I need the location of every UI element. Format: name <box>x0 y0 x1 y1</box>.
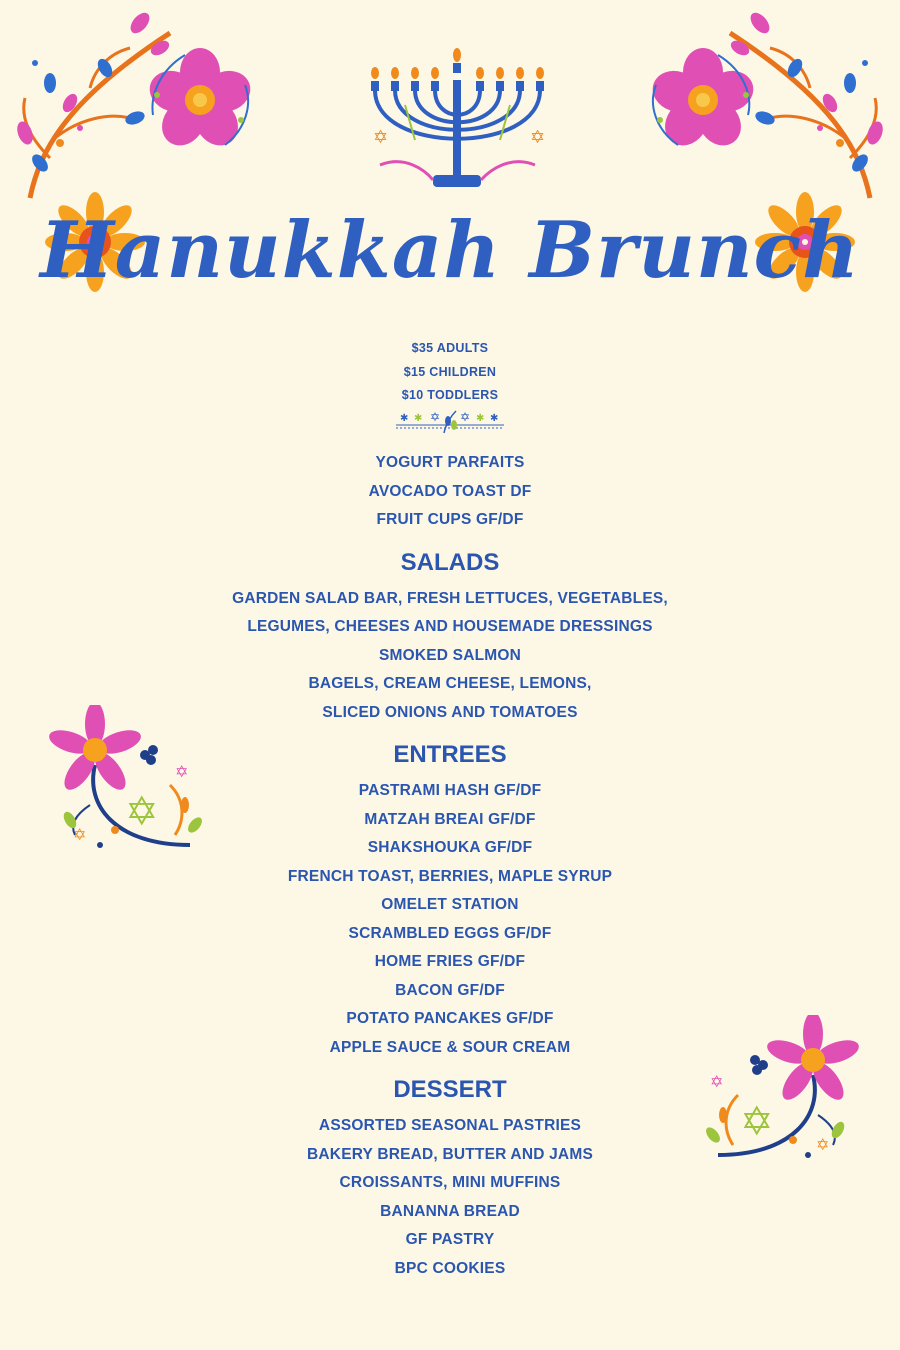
menu-item: BACON GF/DF <box>395 981 505 999</box>
svg-text:✡: ✡ <box>73 825 87 844</box>
svg-text:✡: ✡ <box>530 127 546 148</box>
menu-item: MATZAH BREAI GF/DF <box>364 810 536 828</box>
floral-branch-top-right-icon <box>720 8 890 203</box>
menu-item: LEGUMES, CHEESES AND HOUSEMADE DRESSINGS <box>247 618 653 635</box>
menu-item: SCRAMBLED EGGS GF/DF <box>348 924 552 942</box>
menu-item: OMELET STATION <box>381 896 519 913</box>
menu-item: YOGURT PARFAITS <box>375 454 525 471</box>
section-salads <box>0 543 900 728</box>
svg-text:✡: ✡ <box>430 410 441 424</box>
svg-text:✱: ✱ <box>476 413 485 424</box>
menu-item: FRUIT CUPS GF/DF <box>376 511 524 528</box>
menu-item: BPC COOKIES <box>394 1259 506 1277</box>
intro-items <box>0 449 900 535</box>
floral-spray-right-icon <box>698 1015 863 1175</box>
section-heading: ENTREES <box>393 741 507 768</box>
menu-item: CROISSANTS, MINI MUFFINS <box>339 1174 561 1191</box>
menu-item: HOME FRIES GF/DF <box>374 953 526 970</box>
menu-item: PASTRAMI HASH GF/DF <box>358 782 542 799</box>
menu-item: SMOKED SALMON <box>378 646 522 664</box>
menu-item: BAGELS, CREAM CHEESE, LEMONS, <box>308 675 592 692</box>
svg-text:✡: ✡ <box>740 1099 774 1145</box>
svg-text:✱: ✱ <box>490 413 499 424</box>
price-list <box>0 337 900 408</box>
menu-item: APPLE SAUCE & SOUR CREAM <box>329 1038 571 1056</box>
menu-item: GF PASTRY <box>405 1231 495 1248</box>
svg-text:✱: ✱ <box>400 413 409 424</box>
floral-spray-left-icon <box>45 705 210 865</box>
price-toddlers: $10 TODDLERS <box>401 388 499 402</box>
menu-item: ASSORTED SEASONAL PASTRIES <box>318 1117 582 1134</box>
menu-item: POTATO PANCAKES GF/DF <box>346 1010 554 1027</box>
menu-item: AVOCADO TOAST DF <box>368 482 532 500</box>
price-adults: $35 ADULTS <box>411 341 489 355</box>
section-heading: SALADS <box>400 548 500 576</box>
menu-item: FRENCH TOAST, BERRIES, MAPLE SYRUP <box>287 867 613 885</box>
svg-text:✡: ✡ <box>816 1135 830 1154</box>
menu-item: GARDEN SALAD BAR, FRESH LETTUCES, VEGETABLES, <box>232 589 668 607</box>
svg-text:✱: ✱ <box>414 413 423 424</box>
menu-item: BAKERY BREAD, BUTTER AND JAMS <box>307 1145 593 1163</box>
menu-item: SHAKSHOUKA GF/DF <box>367 839 533 856</box>
svg-text:✡: ✡ <box>175 762 189 781</box>
svg-text:✡: ✡ <box>373 127 389 148</box>
pink-flower-top-left-icon <box>145 45 255 155</box>
menu-item: SLICED ONIONS AND TOMATOES <box>322 703 578 721</box>
price-children: $15 CHILDREN <box>403 364 497 379</box>
page-title: Hanukkah Brunch <box>40 205 860 296</box>
ornamental-divider-icon <box>394 405 506 437</box>
svg-text:✡: ✡ <box>125 789 159 835</box>
svg-text:✡: ✡ <box>460 410 471 424</box>
section-heading: DESSERT <box>393 1076 507 1103</box>
menu-item: BANANNA BREAD <box>380 1202 520 1220</box>
menorah-icon <box>355 45 560 195</box>
svg-text:✡: ✡ <box>710 1072 724 1091</box>
